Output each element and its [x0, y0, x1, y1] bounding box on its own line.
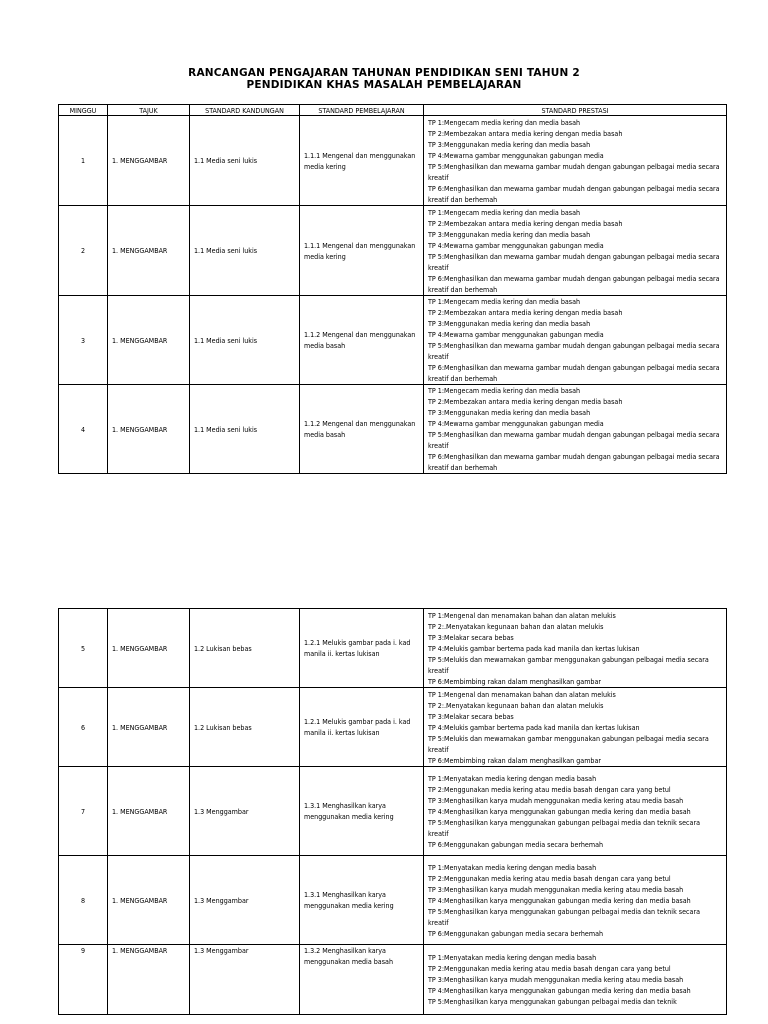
tp-item: TP 6:Menghasilkan dan mewarna gambar mudah dengan gabungan pelbagai media secara kreatif dan berhemah	[428, 273, 720, 294]
tp-item: TP 6:Menggunakan gabungan media secara berhemah	[428, 928, 604, 938]
table-row	[59, 688, 727, 767]
tp-item: TP 5:Menghasilkan dan mewarna gambar mudah dengan gabungan pelbagai media secara kreatif	[428, 430, 720, 450]
document-subtitle: PENDIDIKAN KHAS MASALAH PEMBELAJARAN	[246, 79, 522, 91]
tp-item: TP 6:Menghasilkan dan mewarna gambar mudah dengan gabungan pelbagai media secara kreatif dan berhemah	[428, 363, 720, 383]
cell-minggu: 8	[59, 856, 108, 945]
cell-standard-prestasi	[424, 688, 727, 767]
tp-item: TP 4:Melukis gambar bertema pada kad manila dan kertas lukisan	[428, 643, 640, 653]
cell-standard-prestasi	[424, 385, 727, 474]
rpt-table-page-2	[58, 608, 727, 1015]
table-row	[59, 609, 727, 688]
tp-item: TP 6:Membimbing rakan dalam menghasilkan gambar	[428, 755, 601, 765]
tp-item: TP 5:Menghasilkan dan mewarna gambar mudah dengan gabungan pelbagai media secara kreatif	[428, 251, 720, 272]
cell-standard-pembelajaran: 1.1.2 Mengenal dan menggunakan media basah	[300, 296, 424, 385]
cell-standard-pembelajaran: 1.1.2 Mengenal dan menggunakan media basah	[300, 385, 424, 474]
cell-standard-prestasi	[424, 296, 727, 385]
cell-tajuk: 1. MENGGAMBAR	[108, 688, 190, 767]
tp-item: TP 4:Mewarna gambar menggunakan gabungan media	[428, 150, 604, 160]
tp-item: TP 6:Menghasilkan dan mewarna gambar mudah dengan gabungan pelbagai media secara kreatif dan berhemah	[428, 183, 720, 204]
table-row	[59, 767, 727, 856]
cell-standard-prestasi	[424, 609, 727, 688]
tp-item: TP 1:Mengecam media kering dan media basah	[428, 117, 581, 127]
cell-standard-pembelajaran: 1.1.1 Mengenal dan menggunakan media kering	[300, 116, 424, 206]
tp-item: TP 3:Melakar secara bebas	[428, 711, 514, 721]
cell-standard-kandungan: 1.1 Media seni lukis	[190, 116, 300, 206]
tp-item: TP 3:Menghasilkan karya mudah menggunakan media kering atau media basah	[428, 795, 684, 805]
tp-item: TP 2:Menggunakan media kering atau media basah dengan cara yang betul	[428, 964, 671, 973]
header-standard-kandungan: STANDARD KANDUNGAN	[190, 105, 300, 116]
cell-standard-kandungan: 1.2 Lukisan bebas	[190, 609, 300, 688]
cell-standard-prestasi	[424, 116, 727, 206]
tp-item: TP 4:Mewarna gambar menggunakan gabungan media	[428, 419, 604, 428]
tp-item: TP 6:Membimbing rakan dalam menghasilkan gambar	[428, 676, 601, 686]
header-minggu: MINGGU	[59, 105, 108, 116]
tp-item: TP 2:Membezakan antara media kering dengan media basah	[428, 218, 623, 228]
table-row	[59, 945, 727, 1015]
tp-item: TP 4:Mewarna gambar menggunakan gabungan media	[428, 330, 604, 339]
tp-item: TP 4:Menghasilkan karya menggunakan gabungan media kering dan media basah	[428, 895, 691, 905]
cell-tajuk: 1. MENGGAMBAR	[108, 856, 190, 945]
cell-standard-pembelajaran: 1.3.2 Menghasilkan karya menggunakan media basah	[300, 945, 424, 1015]
cell-tajuk: 1. MENGGAMBAR	[108, 767, 190, 856]
cell-tajuk: 1. MENGGAMBAR	[108, 206, 190, 296]
header-standard-prestasi: STANDARD PRESTASI	[424, 105, 727, 116]
table-row	[59, 206, 727, 296]
tp-item: TP 1:Menyatakan media kering dengan media basah	[428, 862, 597, 872]
cell-tajuk: 1. MENGGAMBAR	[108, 116, 190, 206]
header-tajuk: TAJUK	[108, 105, 190, 116]
cell-minggu: 7	[59, 767, 108, 856]
tp-item: TP 3:Menggunakan media kering dan media basah	[428, 319, 591, 328]
header-standard-pembelajaran: STANDARD PEMBELAJARAN	[300, 105, 424, 116]
tp-item: TP 4:Mewarna gambar menggunakan gabungan media	[428, 240, 604, 250]
tp-item: TP 5:Menghasilkan karya menggunakan gabungan pelbagai media dan teknik	[428, 997, 677, 1006]
cell-minggu: 9	[59, 945, 108, 1015]
cell-minggu: 5	[59, 609, 108, 688]
tp-item: TP 4:Melukis gambar bertema pada kad manila dan kertas lukisan	[428, 722, 640, 732]
cell-minggu: 1	[59, 116, 108, 206]
tp-item: TP 5:Menghasilkan karya menggunakan gabungan pelbagai media dan teknik secara kreatif	[428, 817, 701, 838]
tp-item: TP 1:Mengecam media kering dan media basah	[428, 207, 581, 217]
table-row	[59, 296, 727, 385]
cell-standard-pembelajaran: 1.2.1 Melukis gambar pada i. kad manila ii. kertas lukisan	[300, 609, 424, 688]
cell-standard-prestasi	[424, 206, 727, 296]
table-header-row	[59, 105, 727, 116]
cell-tajuk: 1. MENGGAMBAR	[108, 296, 190, 385]
tp-item: TP 5:Menghasilkan dan mewarna gambar mudah dengan gabungan pelbagai media secara kreatif	[428, 341, 720, 361]
cell-standard-kandungan: 1.1 Media seni lukis	[190, 385, 300, 474]
tp-item: TP 1:Menyatakan media kering dengan media basah	[428, 773, 597, 783]
cell-standard-pembelajaran: 1.3.1 Menghasilkan karya menggunakan media kering	[300, 767, 424, 856]
tp-item: TP 3:Menggunakan media kering dan media basah	[428, 229, 591, 239]
cell-standard-prestasi	[424, 856, 727, 945]
tp-item: TP 3:Menggunakan media kering dan media basah	[428, 139, 591, 149]
document-title: RANCANGAN PENGAJARAN TAHUNAN PENDIDIKAN SENI TAHUN 2	[188, 67, 580, 79]
tp-item: TP 5:Melukis dan mewarnakan gambar menggunakan gabungan pelbagai media secara kreatif	[428, 733, 709, 754]
cell-standard-kandungan: 1.1 Media seni lukis	[190, 206, 300, 296]
cell-standard-pembelajaran: 1.1.1 Mengenal dan menggunakan media kering	[300, 206, 424, 296]
cell-standard-kandungan: 1.1 Media seni lukis	[190, 296, 300, 385]
cell-standard-pembelajaran: 1.3.1 Menghasilkan karya menggunakan media kering	[300, 856, 424, 945]
cell-standard-kandungan: 1.3 Menggambar	[190, 856, 300, 945]
cell-standard-prestasi	[424, 767, 727, 856]
rpt-table-page-1	[58, 104, 727, 474]
tp-item: TP 1:Mengecam media kering dan media basah	[428, 386, 581, 395]
tp-item: TP 3:Menghasilkan karya mudah menggunakan media kering atau media basah	[428, 975, 684, 984]
table-body-page-1	[59, 116, 727, 474]
tp-item: TP 4:Menghasilkan karya menggunakan gabungan media kering dan media basah	[428, 986, 691, 995]
cell-standard-kandungan: 1.3 Menggambar	[190, 945, 300, 1015]
tp-item: TP 6:Menghasilkan dan mewarna gambar mudah dengan gabungan pelbagai media secara kreatif dan berhemah	[428, 452, 720, 472]
tp-item: TP 2:.Menyatakan kegunaan bahan dan alatan melukis	[428, 700, 604, 710]
table-row	[59, 856, 727, 945]
cell-minggu: 6	[59, 688, 108, 767]
tp-item: TP 6:Menggunakan gabungan media secara berhemah	[428, 839, 604, 849]
tp-item: TP 2:Membezakan antara media kering dengan media basah	[428, 128, 623, 138]
cell-tajuk: 1. MENGGAMBAR	[108, 609, 190, 688]
tp-item: TP 1:Mengecam media kering dan media basah	[428, 297, 581, 306]
tp-item: TP 5:Melukis dan mewarnakan gambar menggunakan gabungan pelbagai media secara kreatif	[428, 654, 709, 675]
cell-standard-kandungan: 1.3 Menggambar	[190, 767, 300, 856]
table-row	[59, 116, 727, 206]
table-body-page-2	[59, 609, 727, 1015]
cell-tajuk: 1. MENGGAMBAR	[108, 945, 190, 1015]
cell-minggu: 4	[59, 385, 108, 474]
tp-item: TP 2:Menggunakan media kering atau media basah dengan cara yang betul	[428, 873, 671, 883]
tp-item: TP 1:Mengenal dan menamakan bahan dan alatan melukis	[428, 689, 616, 699]
tp-item: TP 3:Melakar secara bebas	[428, 632, 514, 642]
tp-item: TP 5:Menghasilkan karya menggunakan gabungan pelbagai media dan teknik secara kreatif	[428, 906, 701, 927]
tp-item: TP 4:Menghasilkan karya menggunakan gabungan media kering dan media basah	[428, 806, 691, 816]
tp-item: TP 1:Menyatakan media kering dengan media basah	[428, 953, 597, 962]
tp-item: TP 2:.Menyatakan kegunaan bahan dan alatan melukis	[428, 621, 604, 631]
tp-item: TP 1:Mengenal dan menamakan bahan dan alatan melukis	[428, 610, 616, 620]
tp-item: TP 3:Menggunakan media kering dan media basah	[428, 408, 591, 417]
table-row	[59, 385, 727, 474]
cell-tajuk: 1. MENGGAMBAR	[108, 385, 190, 474]
cell-standard-prestasi	[424, 945, 727, 1015]
tp-item: TP 3:Menghasilkan karya mudah menggunakan media kering atau media basah	[428, 884, 684, 894]
tp-item: TP 2:Membezakan antara media kering dengan media basah	[428, 397, 623, 406]
cell-minggu: 3	[59, 296, 108, 385]
tp-item: TP 2:Menggunakan media kering atau media basah dengan cara yang betul	[428, 784, 671, 794]
cell-minggu: 2	[59, 206, 108, 296]
tp-item: TP 2:Membezakan antara media kering dengan media basah	[428, 308, 623, 317]
cell-standard-kandungan: 1.2 Lukisan bebas	[190, 688, 300, 767]
tp-item: TP 5:Menghasilkan dan mewarna gambar mudah dengan gabungan pelbagai media secara kreatif	[428, 161, 720, 182]
cell-standard-pembelajaran: 1.2.1 Melukis gambar pada i. kad manila ii. kertas lukisan	[300, 688, 424, 767]
